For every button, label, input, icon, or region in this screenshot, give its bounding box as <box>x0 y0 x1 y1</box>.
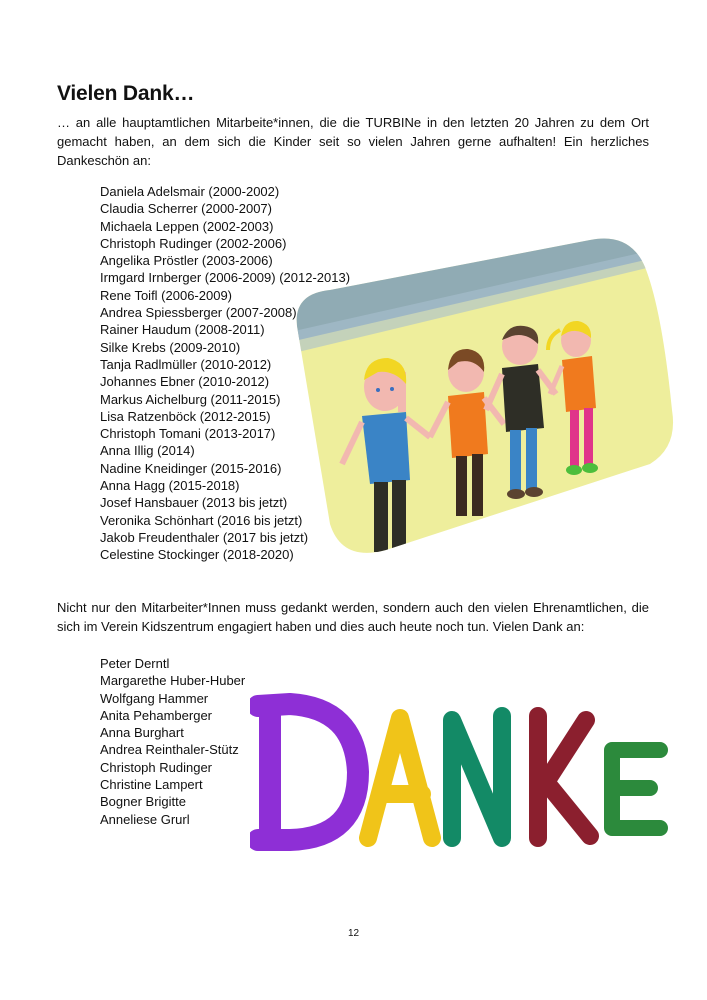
danke-letter-d <box>258 704 358 840</box>
danke-drawing <box>250 688 678 858</box>
staff-list-item: Lisa Ratzenböck (2012-2015) <box>100 408 271 424</box>
staff-list-item: Celestine Stockinger (2018-2020) <box>100 547 294 563</box>
children-drawing <box>290 232 680 562</box>
staff-list-item: Christoph Tomani (2013-2017) <box>100 426 276 442</box>
volunteer-list-item: Christine Lampert <box>100 777 203 793</box>
danke-letter-e <box>612 750 660 828</box>
staff-list-item: Andrea Spiessberger (2007-2008) <box>100 305 297 321</box>
page-number: 12 <box>347 928 360 939</box>
staff-list-item: Angelika Pröstler (2003-2006) <box>100 253 273 269</box>
staff-list-item: Anna Illig (2014) <box>100 443 195 459</box>
staff-list-item: Silke Krebs (2009-2010) <box>100 339 241 355</box>
staff-list-item: Daniela Adelsmair (2000-2002) <box>100 184 280 199</box>
danke-letter-a <box>368 718 432 838</box>
staff-list-item: Jakob Freudenthaler (2017 bis jetzt) <box>100 529 309 545</box>
volunteer-list-item: Anneliese Grurl <box>100 811 190 827</box>
danke-letter-n <box>452 716 502 838</box>
volunteer-list <box>100 655 245 828</box>
danke-letter-k <box>538 716 590 838</box>
volunteer-list-item: Bogner Brigitte <box>100 794 186 810</box>
volunteer-list-item: Andrea Reinthaler-Stütz <box>100 742 239 758</box>
staff-list-item: Josef Hansbauer (2013 bis jetzt) <box>100 495 288 511</box>
staff-list-item: Anna Hagg (2015-2018) <box>100 478 240 494</box>
volunteer-list-item: Anna Burghart <box>100 725 184 741</box>
staff-list-item: Veronika Schönhart (2016 bis jetzt) <box>100 512 303 528</box>
staff-list-item: Markus Aichelburg (2011-2015) <box>100 391 281 407</box>
volunteer-list-item: Wolfgang Hammer <box>100 690 209 706</box>
volunteer-list-item: Christoph Rudinger <box>100 759 213 775</box>
staff-list-item: Tanja Radlmüller (2010-2012) <box>100 356 272 372</box>
staff-list-item: Michaela Leppen (2002-2003) <box>100 218 274 234</box>
staff-list-item: Claudia Scherrer (2000-2007) <box>100 201 272 217</box>
staff-list-item: Nadine Kneidinger (2015-2016) <box>100 460 282 476</box>
staff-list-item: Rene Toifl (2006-2009) <box>100 287 233 303</box>
staff-list-item: Irmgard Irnberger (2006-2009) (2012-2013) <box>100 270 351 286</box>
volunteer-list-item: Anita Pehamberger <box>100 707 213 723</box>
intro-paragraph: … an alle hauptamtlichen Mitarbeite*innen, die die TURBINe in den letzten 20 Jahren zu dem Ort gemacht haben, an dem sich die Kinder seit so vielen Jahren gerne aufhalten! Ein herzliches Dankeschön an: <box>57 115 649 168</box>
volunteer-list-item: Peter Derntl <box>100 656 170 671</box>
staff-list-item: Rainer Haudum (2008-2011) <box>100 322 265 338</box>
volunteers-paragraph: Nicht nur den Mitarbeiter*Innen muss gedankt werden, sondern auch den vielen Ehrenamtlichen, die sich im Verein Kidszentrum engagiert haben und dies auch heute noch tun. Vielen Dank an: <box>57 600 649 634</box>
volunteer-list-item: Margarethe Huber-Huber <box>100 673 246 689</box>
staff-list-item: Johannes Ebner (2010-2012) <box>100 374 270 390</box>
staff-list-item: Christoph Rudinger (2002-2006) <box>100 235 287 251</box>
page-heading: Vielen Dank… <box>57 82 195 105</box>
